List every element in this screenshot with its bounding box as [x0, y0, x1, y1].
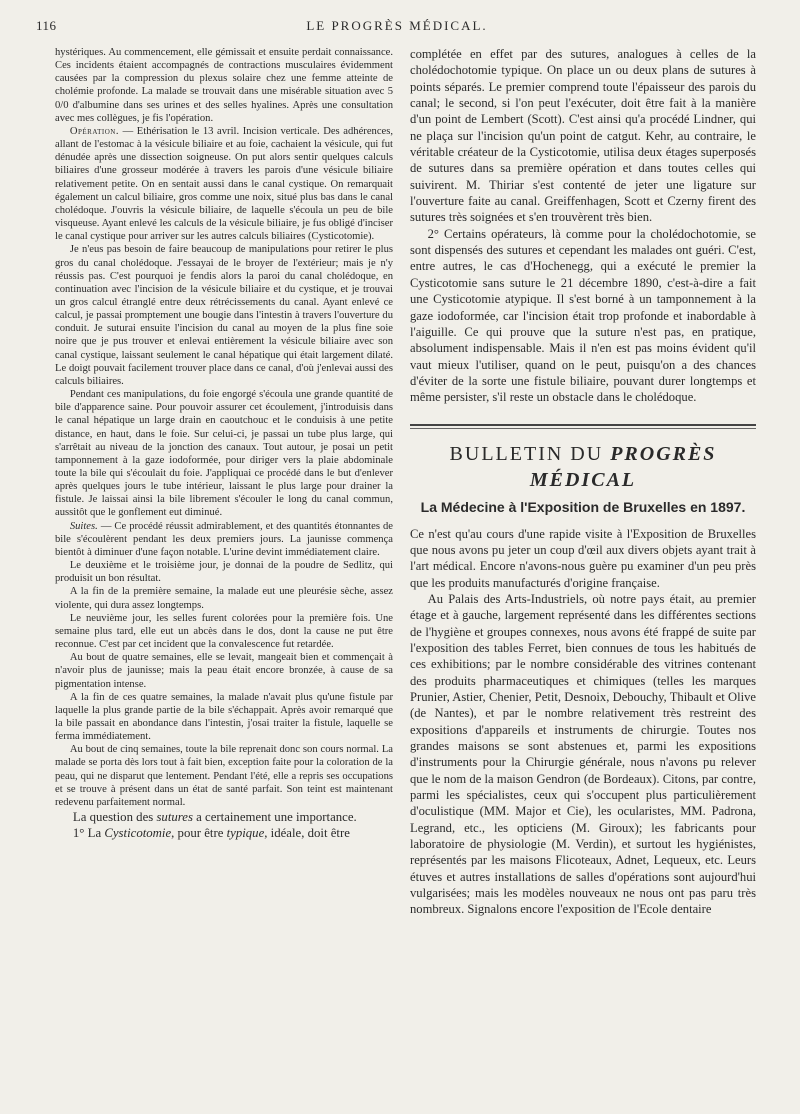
page-number: 116 — [36, 18, 57, 33]
text-run: La question des — [72, 810, 157, 825]
paragraph-sutures — [55, 809, 393, 825]
paragraph-cysticotomie — [55, 825, 393, 841]
paragraph: Ce n'est qu'au cours d'une rapide visite à l'Exposition de Bruxelles que nous avons pu jeter un coup d'œil aux divers objets ayant trait à l'art médical. Encore n'avons-nous guère pu examiner d'un peu près que les produits manufacturés d'origine française. — [410, 526, 756, 590]
text-run: , pour être — [171, 826, 227, 841]
text-run: 1° La — [72, 826, 105, 841]
paragraph: Le deuxième et le troisième jour, je donnai de la poudre de Sedlitz, qui produisit un bon résultat. — [55, 560, 393, 585]
paragraph-suites — [55, 520, 393, 559]
emphasis: Cysticotomie — [104, 826, 172, 841]
paragraph: A la fin de la première semaine, la malade eut une pleurésie sèche, assez violente, qui dura assez longtemps. — [55, 586, 393, 611]
section-label: Opération. — [69, 125, 119, 137]
paragraph: A la fin de ces quatre semaines, la malade n'avait plus qu'une fistule par laquelle la plus grande partie de la bile s'échappait. Après avoir remarqué que la bile passait en abondance dans l'intestin, j'osai traiter la fistule, laquelle se ferma immédiatement. — [55, 691, 393, 743]
emphasis: typique — [226, 826, 265, 841]
section-divider — [410, 424, 756, 426]
text-run: , idéale, doit être — [264, 826, 350, 841]
paragraph: Au bout de cinq semaines, toute la bile reprenait donc son cours normal. La malade se porta dès lors tout à fait bien, exception faite pour la coloration de la peau, qui ne disparut que lentement. Pendant l'été, elle a repris ses occupations et se trouve à présent dans un état de santé parfait. Son teint est maintenant redevenu parfaitement normal. — [55, 744, 393, 808]
paragraph: hystériques. Au commencement, elle gémissait et ensuite perdait connaissance. Ces incidents étaient accompagnés de contractions musculaires évidemment causées par la compression du plexus solaire chez une femme atteinte de cholémie profonde. La malade se trouvait dans une misérable situation avec 5 0/0 d'albumine dans ses urines et des selles hyalines. Après une consultation avec mes collègues, je fis l'opération. — [55, 47, 393, 124]
paragraph: Pendant ces manipulations, du foie engorgé s'écoula une grande quantité de bile d'apparence saine. Pour pouvoir assurer cet écoulement, j'introduisis dans le canal hépatique un large drain en caoutchouc et le conduisis à une petite distance, en haut, dans le foie. Sur celui-ci, je passai un tube plus large, qui s'arrêtait au niveau de la jonction des canaux. Tout autour, je posai un petit tamponnement à la gaze iodoformée, pour diriger vers la plaie abdominale toute la bile qui s'écoulait du foie. J'appliquai ce procédé dans le but d'enlever après quelques jours le tube intérieur, laissant le plus large pour drainer la fistule. Je laissai ainsi la bile librement s'écouler le long du canal commun, aussitôt que le gonflement eut diminué. — [55, 389, 393, 519]
paragraph-operation — [55, 125, 393, 243]
page-header — [36, 18, 758, 38]
bulletin-heading — [410, 441, 756, 493]
paragraph: Au bout de quatre semaines, elle se levait, mangeait bien et commençait à n'avoir plus de jaunisse; mais la peau était encore bronzée, à cause de sa pigmentation intense. — [55, 652, 393, 690]
paragraph: Au Palais des Arts-Industriels, où notre pays était, au premier étage et à gauche, largement représenté dans les différentes sections de l'hygiène et groupes connexes, nous avons été frappé de suite par l'exposition des tables Ferret, bien connues de tous les habitués de ces exhibitions; par le nombre considérable des vitrines contenant des produits pharmaceutiques et chimiques (telles les marques Prunier, Astier, Chenier, Petit, Desnoix, Debouchy, Thibault et Olive (de Nantes), et par le nombre relativement très restreint des expositions d'appareils et instruments de chirurgie. Toutes nos grandes maisons se sont abstenues et, parmi les expositions d'instruments pour la Chirurgie générale, nous n'avons pu relever que le nom de la maison Gendron (de Bordeaux). Citons, par contre, parmi les spécialistes, ceux qui s'occupent plus particulièrement d'oculistique (MM. Major et Cie), les ocularistes, MM. Padrona, Legrand, etc., les opticiens (M. Giroux); les fabricants pour laboratoire de physiologie (M. Verdin), et surtout les hygiénistes, représentés par les maisons Flicoteaux, Adnet, Lequeux, etc. Leurs étuves et autres installations de salles d'opérations sont aujourd'hui vulgarisées; mais les modèles nouveaux ne nous ont pas paru très nombreux. Signalons encore l'exposition de l'Ecole dentaire — [410, 591, 756, 917]
running-title: LE PROGRÈS MÉDICAL. — [306, 18, 488, 33]
paragraph-text: — Ce procédé réussit admirablement, et des quantités étonnantes de bile s'écoulèrent pendant les deux premiers jours. La jaunisse commença bientôt à diminuer d'une façon notable. L'urine devint immédiatement claire. — [55, 520, 393, 558]
left-column — [55, 46, 393, 1114]
emphasis: sutures — [156, 810, 193, 825]
article-title: La Médecine à l'Exposition de Bruxelles en 1897. — [420, 498, 746, 515]
section-divider-thin — [410, 428, 756, 429]
paragraph: 2° Certains opérateurs, là comme pour la cholédochotomie, se sont dispensés des sutures et cependant les malades ont guéri. C'est, entre autres, le cas d'Hochenegg, qui a exécuté le premier la Cysticotomie sans suture le 21 décembre 1890, c'est-à-dire a fait une Cysticotomie atypique. Il s'est borné à un tamponnement à la gaze iodoformée, car l'incision était trop profonde et inabordable à l'aiguille. Ce qui prouve que la suture n'est pas, en pratique, absolument indispensable. Mais il n'en est pas moins évident qu'il vaut mieux l'utiliser, quand on le peut, puisqu'on a des chances d'éviter de la sorte une fistule biliaire, pouvant durer longtemps et même persister, s'il reste un obstacle dans le cholédoque. — [410, 226, 756, 405]
paragraph: Le neuvième jour, les selles furent colorées pour la première fois. Une semaine plus tard, elle eut un abcès dans le dos, dont la cause ne put être reconnue. C'est par cet incident que la convalescence fut retardée. — [55, 612, 393, 651]
text-run: a certainement une importance. — [192, 810, 357, 825]
right-column — [410, 46, 756, 1114]
paragraph: complétée en effet par des sutures, analogues à celles de la cholédochotomie typique. On place un ou deux plans de sutures à points séparés. Le premier comprend toute l'épaisseur des parois du canal; le second, si l'on peut l'exécuter, doit être fait à la manière d'un point de Lembert (Scott). C'est ainsi qu'a procédé Lindner, qui ne plaça sur l'incision qu'un point de catgut. Kehr, au contraire, le véritable créateur de la Cysticotomie, utilisa deux étages superposés de sutures dans sa première opération et dans toutes celles qui suivirent. M. Thiriar s'est contenté de jeter une ligature sur l'ouverture faite au canal. Greiffenhagen, Scott et Czerny firent des sutures très soignées et s'en trouvèrent très bien. — [410, 47, 756, 225]
section-label: Suites. — [69, 520, 98, 532]
heading-text: BULLETIN DU — [449, 442, 611, 465]
paragraph: Je n'eus pas besoin de faire beaucoup de manipulations pour retirer le plus gros du canal cholédoque. J'essayai de le broyer de l'extérieur; mais je n'y réussis pas. C'est pourquoi je fendis alors la paroi du canal cholédoque, en continuation avec l'incision de la vésicule biliaire et du cystique, et je trouvai un gros calcul étranglé entre deux rétrécissements du canal. Ayant enlevé ce calcul, je passai promptement une bougie dans l'intestin à travers l'ouverture du conduit. Je suturai ensuite l'incision du canal au moyen de la plus fine soie noire que je pus trouver et enlevai entièrement la vésicule biliaire avec son canal cystique, laissant seulement le canal hépatique qui était largement dilaté. Le doigt pouvait facilement trouver place dans ce canal, d'où j'enlevai aussi des calculs biliaires. — [55, 244, 393, 387]
heading-journal-name: PROGRÈS MÉDICAL — [529, 442, 717, 491]
paragraph-text: — Ethérisation le 13 avril. Incision verticale. Des adhérences, allant de l'estomac à la vésicule biliaire et au foie, cachaient la vésicule, qui fut dénudée après une dissection soigneuse. On put alors sentir quelques calculs biliaires d'une grosseur modérée à travers les parois d'une vésicule biliaire relativement petite. On en sentait aussi dans le canal cystique. On remarquait également un calcul biliaire, gros comme une noix, situé plus bas dans le canal cholédoque. J'ouvris la vésicule biliaire, de laquelle s'écoula un peu de bile visqueuse. Ayant enlevé les calculs de la vésicule biliaire, je fus obligé d'inciser le canal cystique pour arriver sur les autres calculs biliaires (Cysticotomie). — [55, 125, 393, 243]
